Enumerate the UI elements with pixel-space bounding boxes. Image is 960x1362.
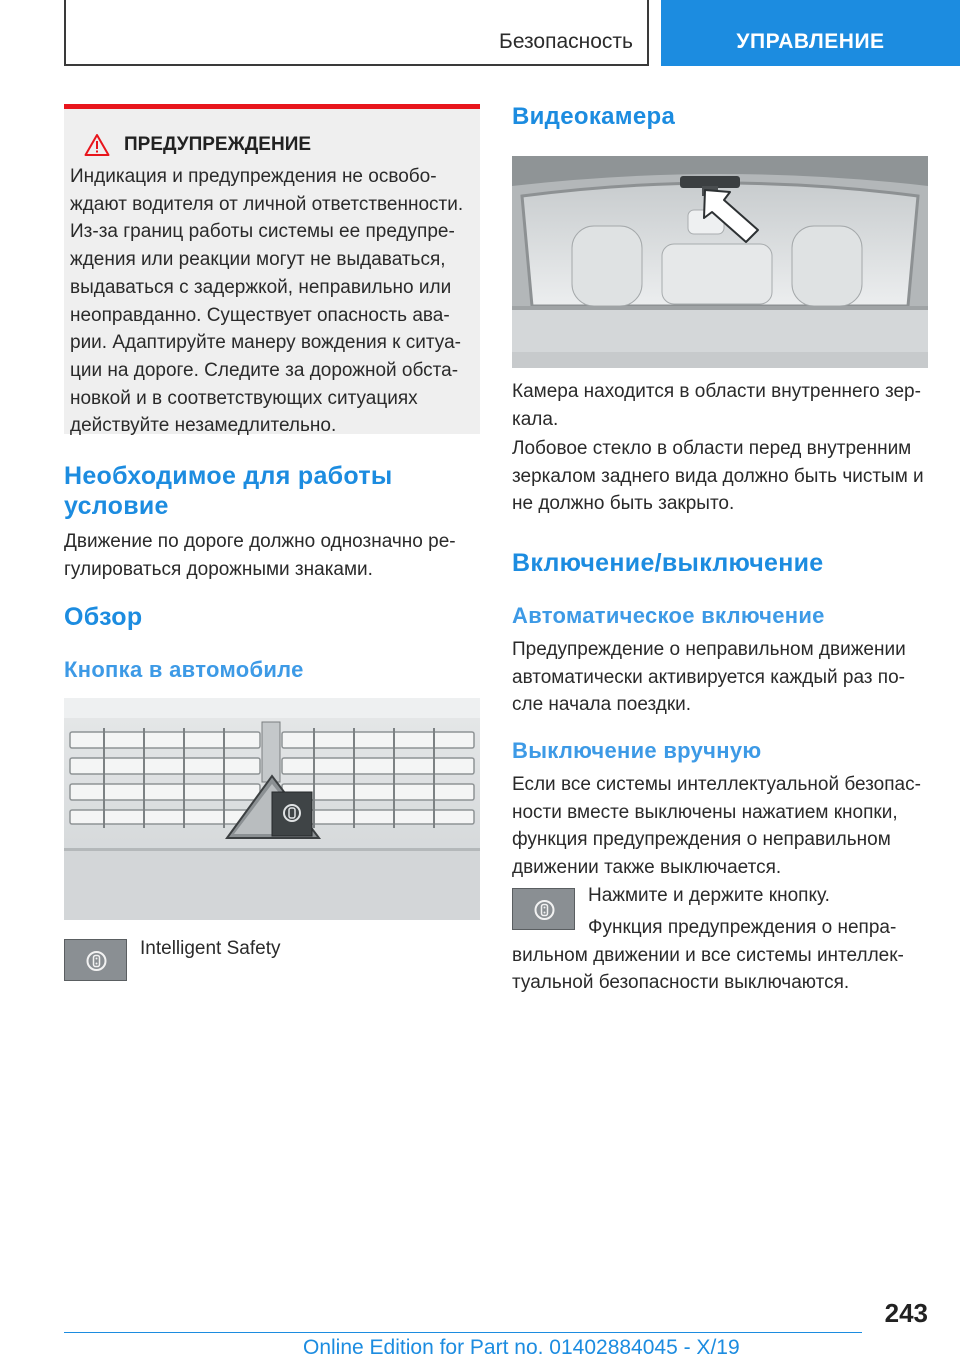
warning-line: неоправданно. Существует опасность ава-: [70, 304, 450, 326]
paragraph-line: ности вместе выключены нажатием кнопки,: [512, 801, 898, 823]
page-number: 243: [884, 1298, 928, 1328]
paragraph-line: Камера находится в области внутреннего зер-: [512, 381, 921, 402]
warning-triangle-icon: [84, 133, 110, 157]
header-chapter-title: УПРАВЛЕНИЕ: [736, 30, 885, 53]
warning-line: ции на дороге. Следите за дорожной обста-: [70, 359, 459, 381]
warning-line: ждения или реакции могут не выдаваться,: [70, 249, 446, 271]
paragraph-line: кала.: [512, 408, 559, 430]
paragraph-line: сле начала поездки.: [512, 694, 692, 715]
paragraph-line: зеркалом заднего вида должно быть чистым и: [512, 465, 924, 487]
footer-divider: [64, 1332, 862, 1333]
header-section-title: Безопасность: [499, 30, 633, 53]
heading-condition-line: Необходимое для работы: [64, 462, 393, 490]
paragraph-line: не должно быть закрыто.: [512, 493, 735, 514]
paragraph-line: Предупреждение о неправильном движении: [512, 639, 906, 660]
intelligent-safety-label: Intelligent Safety: [140, 938, 281, 959]
result-paragraph: [512, 914, 932, 997]
warning-line: ждают водителя от личной ответственности.: [70, 193, 464, 215]
paragraph-line: Функция предупреждения о непра-: [588, 917, 897, 938]
warning-line: выдаваться с задержкой, неправильно или: [70, 276, 452, 298]
heading-condition-line: условие: [64, 492, 169, 520]
intelligent-safety-button-icon: [64, 939, 127, 981]
paragraph-line: автоматически активируется каждый раз по-: [512, 666, 905, 688]
windshield-interior-illustration: [512, 156, 928, 368]
footer-edition-text: Online Edition for Part no. 01402884045 - X/19: [303, 1336, 740, 1359]
warning-line: Индикация и предупреждения не освобо-: [70, 166, 437, 187]
header-section-tab: [64, 0, 649, 66]
warning-line: Из-за границ работы системы ее предупре-: [70, 221, 455, 243]
header-chapter-tab: [661, 0, 960, 66]
camera-photo: [512, 156, 928, 368]
heading-button-in-car: Кнопка в автомобиле: [64, 657, 304, 682]
heading-condition: [64, 461, 393, 521]
paragraph-line: Лобовое стекло в области перед внутренним: [512, 438, 912, 459]
heading-camera: Видеокамера: [512, 103, 676, 130]
paragraph-line: вильном движении и все системы интеллек-: [512, 944, 904, 966]
heading-overview: Обзор: [64, 603, 143, 631]
button-photo: [64, 698, 480, 920]
warning-line: рии. Адаптируйте манеру вождения к ситуа-: [70, 332, 461, 354]
paragraph-line: туальной безопасности выключаются.: [512, 972, 850, 993]
windshield-paragraph: [512, 435, 932, 518]
manual-off-paragraph: [512, 771, 932, 881]
warning-text: [70, 163, 470, 440]
paragraph-line: Движение по дороге должно однозначно ре-: [64, 531, 456, 552]
paragraph-line: движении также выключается.: [512, 856, 782, 878]
warning-box: [64, 104, 480, 437]
heading-manual-off: Выключение вручную: [512, 738, 762, 763]
warning-title: ПРЕДУПРЕЖДЕНИЕ: [124, 134, 312, 155]
auto-on-paragraph: [512, 636, 932, 719]
warning-line: новкой и в соответствующих ситуациях: [70, 387, 418, 409]
condition-paragraph: [64, 528, 484, 583]
paragraph-line: функция предупреждения о неправильном: [512, 829, 891, 850]
warning-line: действуйте незамедлительно.: [70, 415, 337, 437]
dashboard-vent-illustration: [64, 698, 480, 920]
paragraph-line: Если все системы интеллектуальной безопас-: [512, 774, 921, 795]
camera-location-paragraph: [512, 378, 932, 433]
heading-on-off: Включение/выключение: [512, 549, 824, 577]
press-hold-step: Нажмите и держите кнопку.: [588, 885, 830, 906]
heading-auto-on: Автоматическое включение: [512, 603, 825, 628]
paragraph-line: гулироваться дорожными знаками.: [64, 558, 373, 580]
